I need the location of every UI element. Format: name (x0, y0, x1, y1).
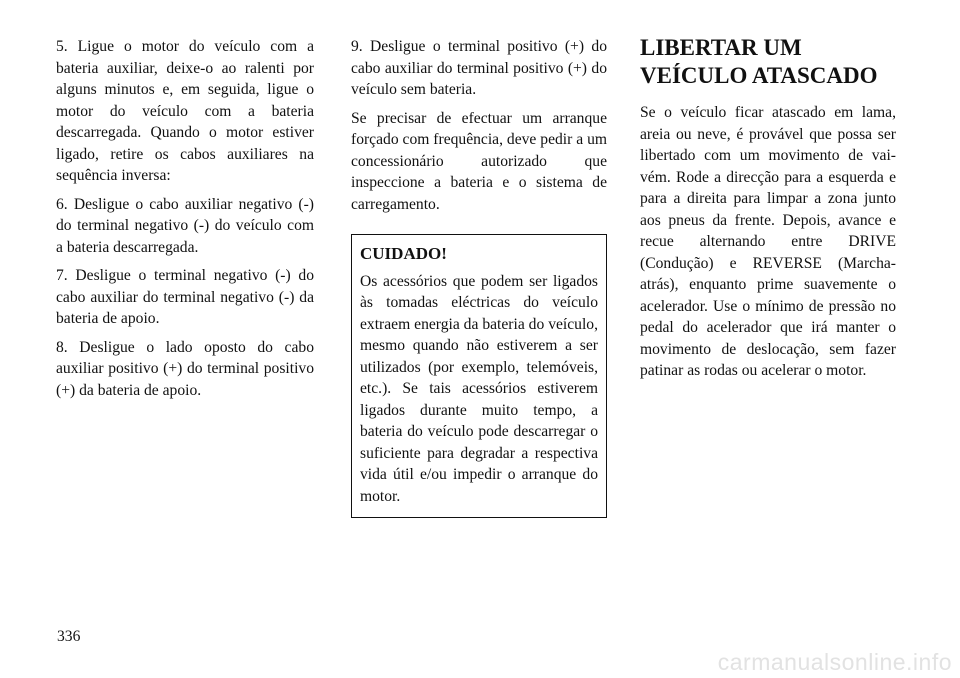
jump-start-note-paragraph: Se precisar de efectuar um arranque forçado com frequência, deve pedir a um concessionário autorizado que inspeccione a bateria e o sistema de carregamento. (351, 109, 607, 213)
step-8-paragraph: 8. Desligue o lado oposto do cabo auxiliar positivo (+) do terminal positivo (+) da bateria de apoio. (56, 338, 314, 399)
step-9-paragraph: 9. Desligue o terminal positivo (+) do cabo auxiliar do terminal positivo (+) do veículo sem bateria. (351, 38, 607, 98)
step-6-paragraph: 6. Desligue o cabo auxiliar negativo (-) do terminal negativo (-) do veículo com a bateria descarregada. (56, 195, 314, 256)
page-number: 336 (57, 628, 81, 645)
right-column (640, 34, 896, 389)
watermark-text: carmanualsonline.info (717, 649, 952, 675)
caution-title: CUIDADO! (360, 244, 447, 263)
stuck-vehicle-paragraph: Se o veículo ficar atascado em lama, areia ou neve, é provável que possa ser libertado com um movimento de vai-vém. Rode a direcção para a esquerda e para a direita para limpar a zona junto aos pneus da frente. Depois, avance e recue alternando entre DRIVE (Condução) e REVERSE (Marcha-atrás), enquanto prime suavemente o acelerador. Use o mínimo de pressão no pedal do acelerador que irá manter o movimento de deslocação, sem fazer patinar as rodas ou acelerar o motor. (640, 104, 896, 379)
section-heading: LIBERTAR UM VEÍCULO ATASCADO (640, 35, 878, 88)
step-5-paragraph: 5. Ligue o motor do veículo com a bateria auxiliar, deixe-o ao ralenti por alguns minutos e, em seguida, ligue o motor do veículo com a bateria descarregada. Quando o motor estiver ligado, retire os cabos auxiliares na sequência inversa: (56, 38, 314, 184)
caution-box (351, 234, 607, 518)
middle-column (351, 36, 607, 518)
caution-text: Os acessórios que podem ser ligados às tomadas eléctricas do veículo extraem energia da bateria do veículo, mesmo quando não estiverem a ser utilizados (por exemplo, telemóveis, etc.). Se tais acessórios estiverem ligados durante muito tempo, a bateria do veículo pode descarregar o suficiente para degradar a respectiva vida útil e/ou impedir o arranque do motor. (360, 272, 598, 505)
left-column (56, 36, 314, 408)
step-7-paragraph: 7. Desligue o terminal negativo (-) do cabo auxiliar do terminal negativo (-) da bateria de apoio. (56, 267, 314, 327)
